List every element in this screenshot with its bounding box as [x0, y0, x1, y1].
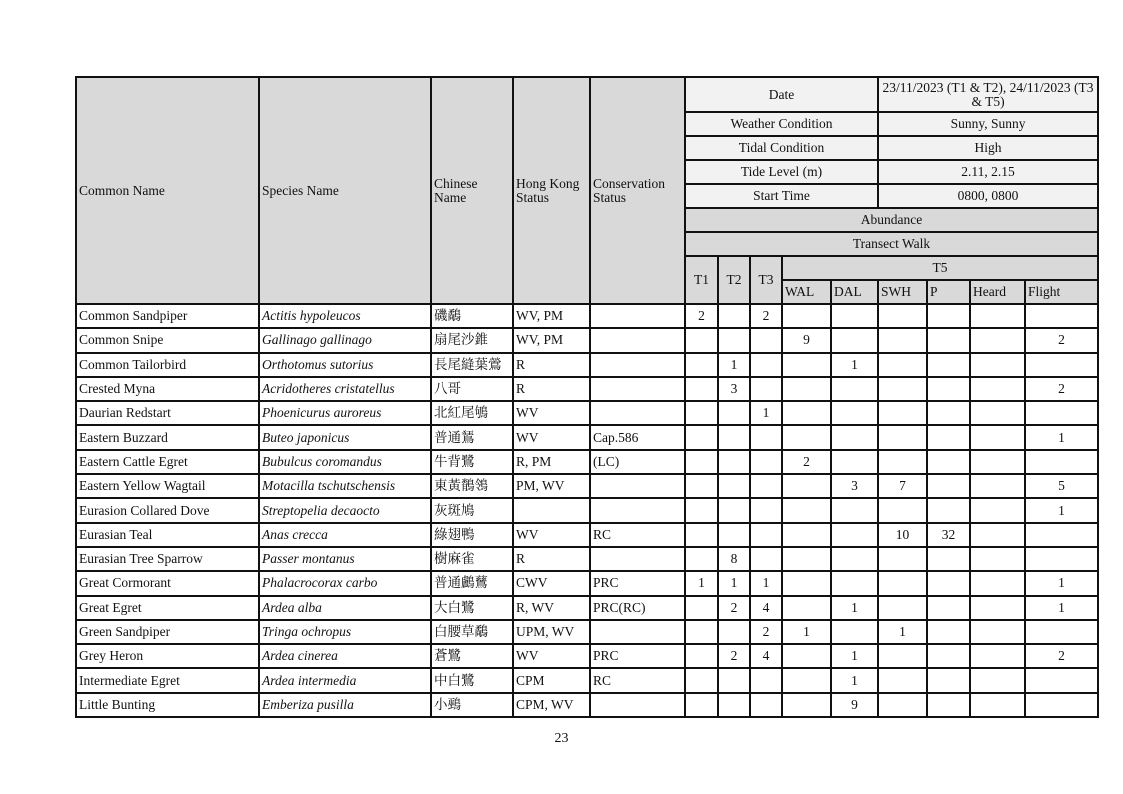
chinese-name-cell: 長尾縫葉鶯: [431, 353, 513, 377]
count-t5-swh-cell: [878, 377, 927, 401]
chinese-name-cell: 八哥: [431, 377, 513, 401]
count-t5-dal-cell: [831, 377, 878, 401]
species-name-cell: Streptopelia decaocto: [259, 498, 431, 522]
count-t1-cell: [685, 474, 718, 498]
count-t2-cell: 3: [718, 377, 750, 401]
hk-status-cell: UPM, WV: [513, 620, 590, 644]
conservation-status-cell: (LC): [590, 450, 685, 474]
count-t2-cell: [718, 474, 750, 498]
count-t1-cell: 2: [685, 304, 718, 328]
count-t5-wal-cell: [782, 668, 831, 692]
hk-status-cell: R: [513, 377, 590, 401]
count-t5-wal-cell: 1: [782, 620, 831, 644]
count-t2-cell: [718, 401, 750, 425]
count-t1-cell: 1: [685, 571, 718, 595]
count-t3-cell: [750, 353, 782, 377]
table-row: [76, 377, 1098, 401]
chinese-name-cell: 樹麻雀: [431, 547, 513, 571]
table-row: [76, 596, 1098, 620]
count-t5-wal-cell: [782, 596, 831, 620]
count-t3-cell: [750, 547, 782, 571]
count-t2-cell: [718, 693, 750, 717]
count-t5-swh-cell: [878, 498, 927, 522]
transect-walk-header: Transect Walk: [685, 232, 1098, 256]
table-row: [76, 304, 1098, 328]
count-t5-wal-cell: 2: [782, 450, 831, 474]
conservation-status-cell: [590, 547, 685, 571]
tide-level-label: Tide Level (m): [685, 160, 878, 184]
chinese-name-cell: 灰斑鳩: [431, 498, 513, 522]
count-t5-wal-cell: [782, 571, 831, 595]
count-t3-cell: [750, 328, 782, 352]
count-t5-heard-cell: [970, 668, 1025, 692]
count-t5-p-cell: [927, 571, 970, 595]
table-row: [76, 498, 1098, 522]
table-row: [76, 693, 1098, 717]
count-t5-swh-cell: [878, 450, 927, 474]
count-t5-heard-cell: [970, 571, 1025, 595]
count-t5-wal-cell: 9: [782, 328, 831, 352]
count-t5-flight-cell: [1025, 668, 1098, 692]
count-t1-cell: [685, 693, 718, 717]
chinese-name-cell: 普通鵟: [431, 425, 513, 449]
tide-level-value: 2.11, 2.15: [878, 160, 1098, 184]
common-name-cell: Crested Myna: [76, 377, 259, 401]
count-t5-flight-cell: [1025, 401, 1098, 425]
count-t5-wal-cell: [782, 523, 831, 547]
conservation-status-cell: Cap.586: [590, 425, 685, 449]
count-t5-dal-cell: [831, 620, 878, 644]
common-name-cell: Eastern Yellow Wagtail: [76, 474, 259, 498]
count-t5-wal-cell: [782, 498, 831, 522]
count-t1-cell: [685, 401, 718, 425]
count-t5-flight-cell: [1025, 620, 1098, 644]
count-t5-p-cell: [927, 498, 970, 522]
count-t5-wal-cell: [782, 304, 831, 328]
chinese-name-cell: 北紅尾鴝: [431, 401, 513, 425]
common-name-cell: Little Bunting: [76, 693, 259, 717]
count-t5-dal-cell: [831, 304, 878, 328]
count-t2-cell: 1: [718, 353, 750, 377]
conservation-status-cell: [590, 377, 685, 401]
count-t1-cell: [685, 377, 718, 401]
count-t5-wal-cell: [782, 693, 831, 717]
count-t1-cell: [685, 450, 718, 474]
conservation-status-cell: [590, 498, 685, 522]
count-t5-heard-cell: [970, 474, 1025, 498]
count-t5-p-cell: [927, 620, 970, 644]
count-t5-flight-cell: 2: [1025, 644, 1098, 668]
species-name-cell: Ardea alba: [259, 596, 431, 620]
count-t3-cell: 4: [750, 596, 782, 620]
hk-status-cell: CWV: [513, 571, 590, 595]
count-t5-dal-cell: [831, 571, 878, 595]
count-t5-swh-cell: [878, 644, 927, 668]
count-t3-cell: 2: [750, 304, 782, 328]
header-t5-heard: Heard: [970, 280, 1025, 304]
common-name-cell: Common Sandpiper: [76, 304, 259, 328]
chinese-name-cell: 中白鷺: [431, 668, 513, 692]
table-row: [76, 547, 1098, 571]
count-t5-wal-cell: [782, 644, 831, 668]
count-t5-heard-cell: [970, 644, 1025, 668]
count-t3-cell: [750, 523, 782, 547]
count-t3-cell: [750, 668, 782, 692]
hk-status-cell: R: [513, 547, 590, 571]
hk-status-cell: WV: [513, 523, 590, 547]
species-name-cell: Phoenicurus auroreus: [259, 401, 431, 425]
abundance-header: Abundance: [685, 208, 1098, 232]
count-t5-wal-cell: [782, 547, 831, 571]
header-hk-status: Hong Kong Status: [513, 77, 590, 304]
hk-status-cell: WV: [513, 644, 590, 668]
count-t1-cell: [685, 596, 718, 620]
count-t5-p-cell: [927, 353, 970, 377]
table-body: [76, 304, 1098, 717]
count-t5-flight-cell: 2: [1025, 328, 1098, 352]
header-t5-p: P: [927, 280, 970, 304]
chinese-name-cell: 小鵐: [431, 693, 513, 717]
table-row: [76, 328, 1098, 352]
header-t1: T1: [685, 256, 718, 304]
count-t2-cell: 2: [718, 644, 750, 668]
species-name-cell: Orthotomus sutorius: [259, 353, 431, 377]
tidal-value: High: [878, 136, 1098, 160]
count-t5-swh-cell: 7: [878, 474, 927, 498]
species-name-cell: Ardea cinerea: [259, 644, 431, 668]
table-row: [76, 425, 1098, 449]
table-row: [76, 644, 1098, 668]
count-t2-cell: [718, 620, 750, 644]
page-number: 23: [554, 731, 569, 746]
common-name-cell: Eastern Cattle Egret: [76, 450, 259, 474]
header-t5: T5: [782, 256, 1098, 280]
count-t5-swh-cell: [878, 401, 927, 425]
conservation-status-cell: [590, 304, 685, 328]
count-t2-cell: [718, 498, 750, 522]
count-t5-dal-cell: [831, 523, 878, 547]
count-t3-cell: [750, 425, 782, 449]
conservation-status-cell: PRC(RC): [590, 596, 685, 620]
count-t3-cell: [750, 474, 782, 498]
count-t2-cell: 2: [718, 596, 750, 620]
count-t5-swh-cell: 10: [878, 523, 927, 547]
common-name-cell: Eastern Buzzard: [76, 425, 259, 449]
count-t5-p-cell: [927, 450, 970, 474]
count-t5-flight-cell: 1: [1025, 571, 1098, 595]
count-t3-cell: [750, 498, 782, 522]
count-t5-heard-cell: [970, 401, 1025, 425]
date-label: Date: [685, 77, 878, 112]
count-t3-cell: [750, 377, 782, 401]
chinese-name-cell: 大白鷺: [431, 596, 513, 620]
common-name-cell: Common Snipe: [76, 328, 259, 352]
chinese-name-cell: 白腰草鷸: [431, 620, 513, 644]
hk-status-cell: CPM: [513, 668, 590, 692]
count-t5-dal-cell: 9: [831, 693, 878, 717]
count-t5-swh-cell: [878, 571, 927, 595]
count-t5-dal-cell: [831, 450, 878, 474]
count-t1-cell: [685, 498, 718, 522]
common-name-cell: Green Sandpiper: [76, 620, 259, 644]
table-row: [76, 450, 1098, 474]
species-name-cell: Acridotheres cristatellus: [259, 377, 431, 401]
count-t3-cell: 4: [750, 644, 782, 668]
count-t5-dal-cell: 3: [831, 474, 878, 498]
count-t5-p-cell: [927, 693, 970, 717]
count-t3-cell: 1: [750, 571, 782, 595]
count-t5-swh-cell: [878, 425, 927, 449]
count-t5-wal-cell: [782, 353, 831, 377]
count-t5-p-cell: [927, 668, 970, 692]
chinese-name-cell: 東黃鶺鴒: [431, 474, 513, 498]
count-t2-cell: [718, 668, 750, 692]
count-t5-p-cell: [927, 596, 970, 620]
common-name-cell: Eurasian Tree Sparrow: [76, 547, 259, 571]
count-t5-wal-cell: [782, 401, 831, 425]
count-t1-cell: [685, 523, 718, 547]
species-name-cell: Tringa ochropus: [259, 620, 431, 644]
species-name-cell: Phalacrocorax carbo: [259, 571, 431, 595]
count-t1-cell: [685, 328, 718, 352]
count-t3-cell: 1: [750, 401, 782, 425]
count-t2-cell: [718, 304, 750, 328]
conservation-status-cell: [590, 353, 685, 377]
chinese-name-cell: 牛背鷺: [431, 450, 513, 474]
conservation-status-cell: [590, 474, 685, 498]
count-t5-flight-cell: [1025, 693, 1098, 717]
species-name-cell: Anas crecca: [259, 523, 431, 547]
count-t5-flight-cell: 1: [1025, 498, 1098, 522]
count-t5-swh-cell: [878, 693, 927, 717]
species-name-cell: Ardea intermedia: [259, 668, 431, 692]
common-name-cell: Eurasion Collared Dove: [76, 498, 259, 522]
count-t1-cell: [685, 547, 718, 571]
common-name-cell: Grey Heron: [76, 644, 259, 668]
count-t1-cell: [685, 620, 718, 644]
count-t5-heard-cell: [970, 693, 1025, 717]
header-chinese-name: Chinese Name: [431, 77, 513, 304]
count-t5-wal-cell: [782, 425, 831, 449]
start-time-value: 0800, 0800: [878, 184, 1098, 208]
hk-status-cell: WV, PM: [513, 304, 590, 328]
weather-value: Sunny, Sunny: [878, 112, 1098, 136]
count-t5-swh-cell: [878, 668, 927, 692]
count-t5-wal-cell: [782, 474, 831, 498]
count-t5-p-cell: [927, 425, 970, 449]
count-t5-flight-cell: 1: [1025, 425, 1098, 449]
count-t1-cell: [685, 353, 718, 377]
conservation-status-cell: [590, 620, 685, 644]
count-t5-heard-cell: [970, 596, 1025, 620]
hk-status-cell: WV: [513, 401, 590, 425]
hk-status-cell: R, PM: [513, 450, 590, 474]
count-t5-swh-cell: [878, 304, 927, 328]
species-name-cell: Motacilla tschutschensis: [259, 474, 431, 498]
header-t5-dal: DAL: [831, 280, 878, 304]
count-t5-flight-cell: [1025, 304, 1098, 328]
header-t5-swh: SWH: [878, 280, 927, 304]
count-t5-dal-cell: [831, 328, 878, 352]
table-row: [76, 401, 1098, 425]
table-row: [76, 668, 1098, 692]
count-t5-dal-cell: [831, 547, 878, 571]
count-t5-dal-cell: 1: [831, 353, 878, 377]
weather-label: Weather Condition: [685, 112, 878, 136]
count-t5-swh-cell: [878, 596, 927, 620]
conservation-status-cell: [590, 693, 685, 717]
count-t2-cell: 8: [718, 547, 750, 571]
count-t5-heard-cell: [970, 547, 1025, 571]
hk-status-cell: WV: [513, 425, 590, 449]
count-t5-p-cell: [927, 377, 970, 401]
count-t5-flight-cell: [1025, 523, 1098, 547]
count-t5-wal-cell: [782, 377, 831, 401]
table-row: [76, 474, 1098, 498]
count-t5-heard-cell: [970, 377, 1025, 401]
table-row: [76, 353, 1098, 377]
species-name-cell: Actitis hypoleucos: [259, 304, 431, 328]
common-name-cell: Intermediate Egret: [76, 668, 259, 692]
common-name-cell: Great Cormorant: [76, 571, 259, 595]
count-t1-cell: [685, 668, 718, 692]
common-name-cell: Eurasian Teal: [76, 523, 259, 547]
count-t5-heard-cell: [970, 450, 1025, 474]
chinese-name-cell: 綠翅鴨: [431, 523, 513, 547]
hk-status-cell: WV, PM: [513, 328, 590, 352]
count-t5-heard-cell: [970, 523, 1025, 547]
table-row: [76, 523, 1098, 547]
header-t3: T3: [750, 256, 782, 304]
count-t5-swh-cell: [878, 353, 927, 377]
count-t2-cell: [718, 523, 750, 547]
count-t5-p-cell: 32: [927, 523, 970, 547]
conservation-status-cell: RC: [590, 668, 685, 692]
conservation-status-cell: [590, 328, 685, 352]
header-common-name: Common Name: [76, 77, 259, 304]
hk-status-cell: R: [513, 353, 590, 377]
hk-status-cell: CPM, WV: [513, 693, 590, 717]
species-name-cell: Emberiza pusilla: [259, 693, 431, 717]
count-t5-flight-cell: [1025, 353, 1098, 377]
count-t5-dal-cell: 1: [831, 668, 878, 692]
hk-status-cell: [513, 498, 590, 522]
common-name-cell: Great Egret: [76, 596, 259, 620]
count-t1-cell: [685, 425, 718, 449]
count-t5-heard-cell: [970, 328, 1025, 352]
species-name-cell: Passer montanus: [259, 547, 431, 571]
count-t5-flight-cell: [1025, 450, 1098, 474]
chinese-name-cell: 扇尾沙錐: [431, 328, 513, 352]
count-t1-cell: [685, 644, 718, 668]
bird-survey-table: [75, 76, 1099, 718]
count-t5-p-cell: [927, 644, 970, 668]
hk-status-cell: PM, WV: [513, 474, 590, 498]
species-name-cell: Bubulcus coromandus: [259, 450, 431, 474]
table-row: [76, 620, 1098, 644]
start-time-label: Start Time: [685, 184, 878, 208]
header-conservation-status: Conservation Status: [590, 77, 685, 304]
count-t2-cell: [718, 450, 750, 474]
count-t5-swh-cell: [878, 547, 927, 571]
common-name-cell: Common Tailorbird: [76, 353, 259, 377]
count-t3-cell: 2: [750, 620, 782, 644]
conservation-status-cell: PRC: [590, 644, 685, 668]
common-name-cell: Daurian Redstart: [76, 401, 259, 425]
count-t5-p-cell: [927, 401, 970, 425]
table-row: [76, 571, 1098, 595]
count-t3-cell: [750, 450, 782, 474]
date-value: 23/11/2023 (T1 & T2), 24/11/2023 (T3 & T5): [878, 77, 1098, 112]
chinese-name-cell: 普通鸕鶿: [431, 571, 513, 595]
count-t5-flight-cell: 1: [1025, 596, 1098, 620]
hk-status-cell: R, WV: [513, 596, 590, 620]
chinese-name-cell: 磯鷸: [431, 304, 513, 328]
count-t5-heard-cell: [970, 498, 1025, 522]
count-t2-cell: 1: [718, 571, 750, 595]
chinese-name-cell: 蒼鷺: [431, 644, 513, 668]
count-t5-p-cell: [927, 304, 970, 328]
conservation-status-cell: PRC: [590, 571, 685, 595]
count-t5-dal-cell: [831, 401, 878, 425]
count-t5-flight-cell: [1025, 547, 1098, 571]
count-t5-dal-cell: [831, 498, 878, 522]
header-species-name: Species Name: [259, 77, 431, 304]
count-t5-dal-cell: 1: [831, 596, 878, 620]
count-t5-heard-cell: [970, 304, 1025, 328]
header-t5-flight: Flight: [1025, 280, 1098, 304]
count-t2-cell: [718, 425, 750, 449]
count-t5-flight-cell: 5: [1025, 474, 1098, 498]
count-t5-p-cell: [927, 328, 970, 352]
count-t5-p-cell: [927, 547, 970, 571]
conservation-status-cell: RC: [590, 523, 685, 547]
count-t3-cell: [750, 693, 782, 717]
count-t5-heard-cell: [970, 353, 1025, 377]
header-t5-wal: WAL: [782, 280, 831, 304]
species-name-cell: Gallinago gallinago: [259, 328, 431, 352]
count-t5-flight-cell: 2: [1025, 377, 1098, 401]
count-t5-dal-cell: [831, 425, 878, 449]
count-t5-swh-cell: [878, 328, 927, 352]
count-t5-p-cell: [927, 474, 970, 498]
count-t5-swh-cell: 1: [878, 620, 927, 644]
count-t2-cell: [718, 328, 750, 352]
count-t5-heard-cell: [970, 620, 1025, 644]
count-t5-heard-cell: [970, 425, 1025, 449]
species-name-cell: Buteo japonicus: [259, 425, 431, 449]
conservation-status-cell: [590, 401, 685, 425]
count-t5-dal-cell: 1: [831, 644, 878, 668]
tidal-label: Tidal Condition: [685, 136, 878, 160]
header-t2: T2: [718, 256, 750, 304]
